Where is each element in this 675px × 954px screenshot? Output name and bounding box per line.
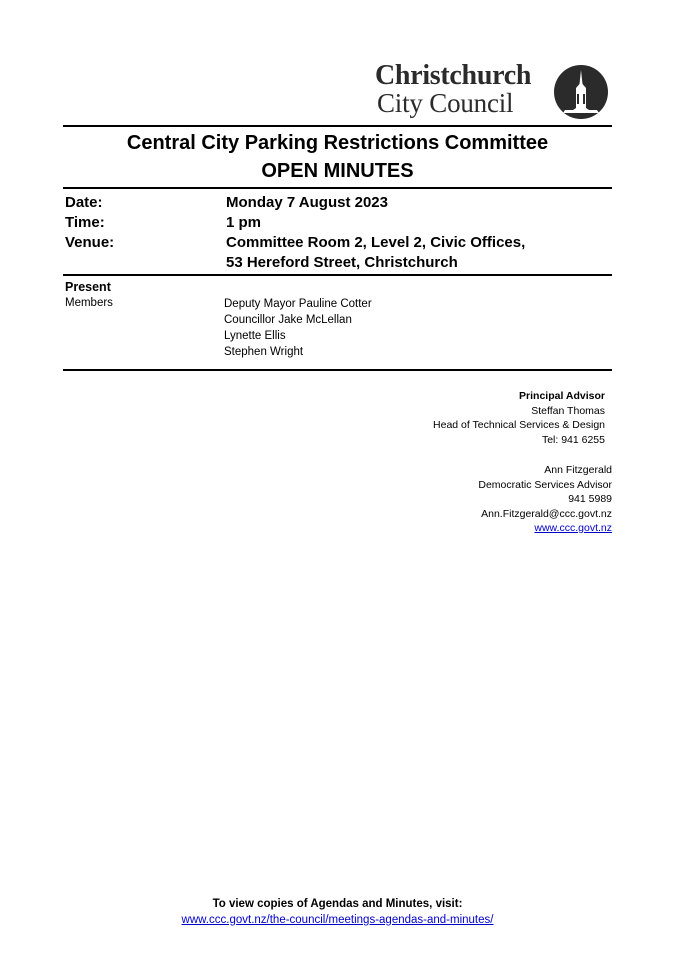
democratic-advisor-name: Ann Fitzgerald [544, 464, 612, 476]
council-logo [375, 62, 615, 120]
democratic-advisor-phone: 941 5989 [568, 493, 612, 505]
member-item: Lynette Ellis [224, 330, 286, 342]
footer [0, 896, 675, 928]
time-label: Time: [65, 214, 105, 231]
logo-line1: Christchurch [375, 60, 532, 91]
present-heading: Present [65, 280, 111, 294]
footer-text: To view copies of Agendas and Minutes, visit: [212, 898, 463, 910]
member-item: Councillor Jake McLellan [224, 314, 352, 326]
agendas-minutes-link[interactable]: www.ccc.govt.nz/the-council/meetings-agendas-and-minutes/ [181, 914, 494, 926]
date-label: Date: [65, 194, 103, 211]
principal-advisor-heading: Principal Advisor [519, 390, 605, 402]
venue-line1: Committee Room 2, Level 2, Civic Offices, [226, 234, 526, 251]
date-value: Monday 7 August 2023 [226, 194, 388, 211]
member-item: Deputy Mayor Pauline Cotter [224, 298, 372, 310]
time-value: 1 pm [226, 214, 262, 231]
divider-meeting [63, 274, 612, 276]
divider-title [63, 187, 612, 189]
divider-present [63, 369, 612, 371]
members-label: Members [65, 297, 113, 309]
document-type-title: OPEN MINUTES [261, 160, 414, 182]
principal-advisor-block [433, 389, 605, 447]
principal-advisor-name: Steffan Thomas [531, 404, 605, 417]
logo-line2: City Council [377, 88, 514, 118]
divider-top [63, 125, 612, 127]
democratic-advisor-block [478, 463, 612, 536]
democratic-advisor-role: Democratic Services Advisor [478, 478, 612, 491]
venue-label: Venue: [65, 234, 115, 251]
cathedral-emblem-icon [553, 64, 609, 120]
democratic-advisor-email: Ann.Fitzgerald@ccc.govt.nz [481, 507, 612, 520]
website-link[interactable]: www.ccc.govt.nz [534, 522, 612, 534]
members-list [224, 296, 372, 360]
principal-advisor-role: Head of Technical Services & Design [433, 419, 605, 431]
venue-line2: 53 Hereford Street, Christchurch [226, 254, 458, 271]
committee-title: Central City Parking Restrictions Committee [126, 132, 549, 154]
principal-advisor-tel: Tel: 941 6255 [541, 433, 605, 446]
member-item: Stephen Wright [224, 346, 304, 358]
